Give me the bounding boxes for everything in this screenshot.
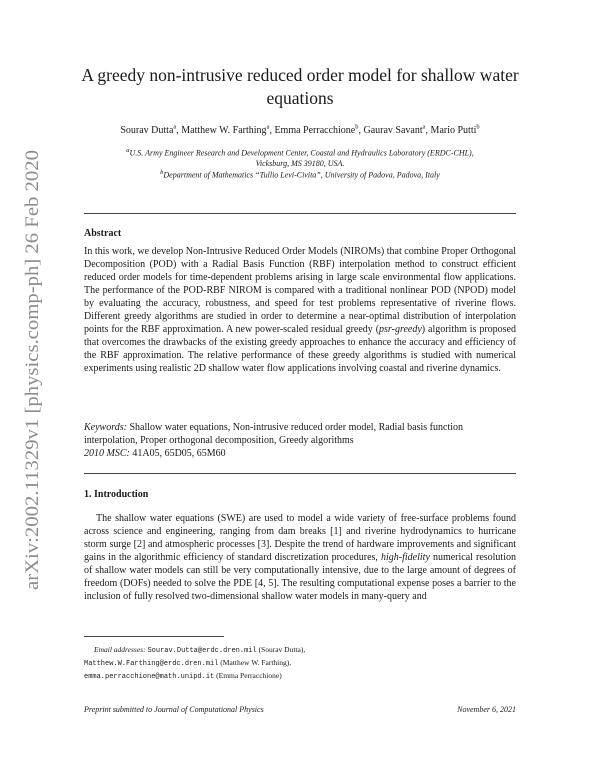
author: Mario Putti$^b$ [430,124,480,137]
email-footnote: Email addresses: Sourav.Dutta@erdc.dren.mil (Sourav Dutta), Matthew.W.Farthing@erdc.dren.mil (Matthew W. Farthing), emma.perracchione@math.unipd.it (Emma Perracchione) [84,645,306,681]
introduction-text: The shallow water equations (SWE) are used to model a wide variety of free-surface problems found across science and engineering, ranging from dam breaks [1] and riverine hydrodynamics to hurricane storm surge [2] and atmospheric processes [3]. Despite the trend of hardware improvements and significant gains in the algorithmic efficiency of standard discretization procedures, high-fidelity numerical resolution of shallow water models can still be very computationally intensive, due to the large amount of degrees of freedom (DOFs) needed to solve the PDE [4, 5]. The resulting computational expense poses a barrier to the inclusion of fully resolved two-dimensional shallow water models in many-query and [84,513,516,602]
affiliation-a: $^a$U.S. Army Engineer Research and Development Center, Coastal and Hydraulics Laboratory (ERDC-CHL), Vicksburg, MS 39180, USA. [126,147,474,169]
introduction-heading: 1. Introduction [84,489,149,500]
abstract-section [84,227,516,375]
author: Emma Perracchione$^b$, [274,124,364,137]
arxiv-stamp-text: arXiv:2002.11329v1 [physics.comp-ph] 26 Feb 2020 [23,197,43,590]
abstract-bottom-rule [84,473,516,474]
keywords-block [84,421,516,460]
footer-date: November 6, 2021 [457,705,516,714]
msc-label: 2010 MSC: [84,448,130,459]
email-link[interactable]: emma.perracchione@math.unipd.it [84,673,215,681]
abstract-text: In this work, we develop Non-Intrusive Reduced Order Models (NIROMs) that combine Proper Orthogonal Decomposition (POD) with a Radial Basis Function (RBF) interpolation method to construct efficient reduced order models for time-dependent problems arising in large scale environmental flow applications. The performance of the POD-RBF NIROM is compared with a traditional nonlinear POD (NPOD) model by evaluating the accuracy, robustness, and speed for test problems representative of riverine flows. Different greedy algorithms are studied in order to determine a near-optimal distribution of interpolation points for the RBF approximation. A new power-scaled residual greedy (psr-greedy) algorithm is proposed that overcomes the drawbacks of the existing greedy approaches to enhance the accuracy and efficiency of the RBF approximation. The relative performance of these greedy algorithms is studied with numerical experiments using realistic 2D shallow water flow applications involving coastal and riverine dynamics. [84,246,516,374]
author-list [60,124,540,136]
author: Matthew W. Farthing$^a$, [181,124,275,137]
keywords-text: Shallow water equations, Non-intrusive reduced order model, Radial basis function interpolation, Proper orthogonal decomposition, Greedy algorithms [84,422,463,446]
keywords-label: Keywords: [84,422,127,433]
email-link[interactable]: Matthew.W.Farthing@erdc.dren.mil [84,660,219,668]
footnote-rule [84,636,224,637]
author: Gaurav Savant$^a$, [363,124,431,137]
affiliation-b: $^b$Department of Mathematics “Tullio Levi-Civita”, University of Padova, Padova, Italy [160,169,440,180]
abstract-heading: Abstract [84,228,122,239]
arxiv-side-stamp [10,150,50,590]
email-label: Email addresses: [94,645,146,654]
msc-text: 41A05, 65D05, 65M60 [132,448,226,459]
preprint-note: Preprint submitted to Journal of Computational Physics [84,705,264,714]
abstract-top-rule [84,213,516,214]
email-link[interactable]: Sourav.Dutta@erdc.dren.mil [147,647,257,655]
author: Sourav Dutta$^a$, [120,124,182,137]
paper-title: A greedy non-intrusive reduced order model for shallow water equations [81,65,519,108]
